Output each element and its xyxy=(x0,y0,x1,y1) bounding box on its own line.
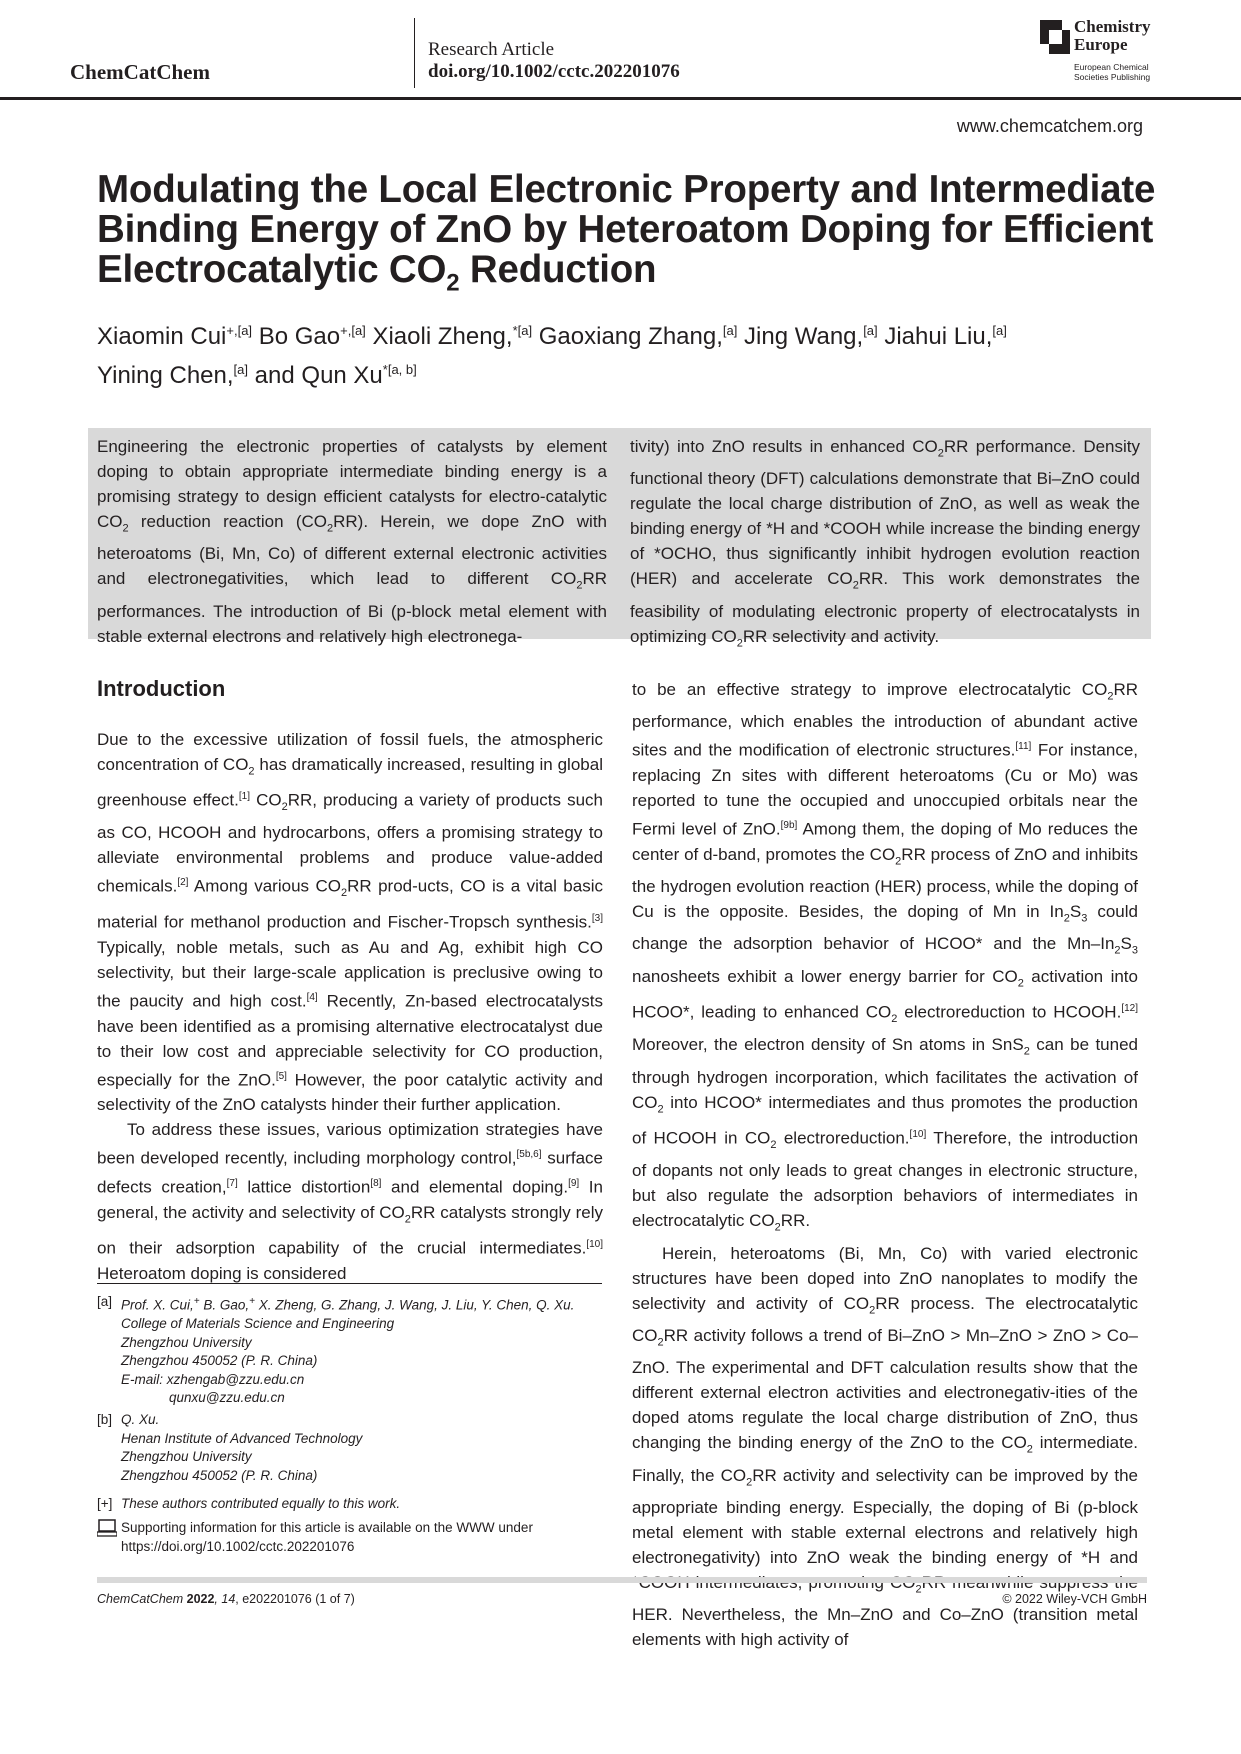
computer-icon xyxy=(97,1519,117,1543)
paragraph: to be an effective strategy to improve electrocatalytic $CO_2RR$ performance, which enables the introduction of abundant active sites and the modification of electronic structures.[11] For instance, replacing Zn sites with different heteroatoms (Cu or Mo) was reported to tune the occupied and unoccupied orbitals near the Fermi level of ZnO.[9b] Among them, the doping of Mo reduces the center of d-band, promotes the $CO_2RR$ process of ZnO and inhibits the hydrogen evolution reaction (HER) process, while the doping of Cu is the opposite. Besides, the doping of Mn in $In_2S_3$ could change the adsorption behavior of HCOO* and the $Mn-In_2S_3$ nanosheets exhibit a lower energy barrier for $CO_2$ activation into HCOO*, leading to enhanced $CO_2$ electroreduction to HCOOH.[12] Moreover, the electron density of Sn atoms in SnS$_2$ can be tuned through hydrogen incorporation, which facilitates the activation of $CO_2$ into HCOO* intermediates and thus promotes the production of HCOOH in $CO_2$ electroreduction.[10] Therefore, the introduction of dopants not only leads to great changes in electronic structure, but also regulate the adsorption behaviors of intermediates in electrocatalytic $CO_2RR$. xyxy=(632,680,1139,1234)
footnote-rule xyxy=(97,1283,602,1284)
footer-bar xyxy=(97,1577,1147,1583)
chemistry-europe-logo-icon xyxy=(1040,20,1070,54)
footer-citation: ChemCatChem 2022, 14, e202201076 (1 of 7) xyxy=(97,1592,355,1606)
journal-name: ChemCatChem xyxy=(70,60,210,84)
section-heading-introduction: Introduction xyxy=(97,676,226,701)
publisher-name-line2: Europe xyxy=(1074,35,1128,54)
article-title: Modulating the Local Electronic Property and Intermediate Binding Energy of ZnO by Heteroatom Doping for Efficient Electrocatalytic $CO_2$ Reduction xyxy=(97,168,1156,297)
article-type: Research Article xyxy=(428,39,555,60)
doi-link[interactable]: doi.org/10.1002/cctc.202201076 xyxy=(428,61,680,82)
footnote-supporting-info: Supporting information for this article is available on the WWW under https://doi.org/10.1002/cctc.202201076 xyxy=(97,1519,607,1556)
body-left-column xyxy=(97,727,603,1286)
header-divider xyxy=(414,18,415,88)
abstract-left: Engineering the electronic properties of catalysts by element doping to obtain appropriate intermediate binding energy is a promising strategy to design efficient catalysts for electro-catalytic $CO_2$ reduction reaction $(CO_2RR)$. Herein, we dope ZnO with heteroatoms (Bi, Mn, Co) of different external electronic activities and electronegativities, which lead to different $CO_2RR$ performances. The introduction of Bi (p-block metal element with stable external electrons and relatively high electronega- xyxy=(97,437,607,646)
footnote-affiliation-b: [b] Q. Xu. Henan Institute of Advanced Technology Zhengzhou University Zhengzhou 450052 (P. R. China) xyxy=(97,1412,363,1483)
footnote-affiliation-a: [a] Prof. X. Cui,+ B. Gao,+ X. Zheng, G. Zhang, J. Wang, J. Liu, Y. Chen, Q. Xu. College of Materials Science and Engineering Zhengzhou University Zhengzhou 450052 (P. R. China) E-mail: xzhengab@zzu.edu.cn qunxu@zzu.edu.cn xyxy=(97,1294,575,1405)
paragraph: To address these issues, various optimization strategies have been developed recently, including morphology control,[5b,6] surface defects creation,[7] lattice distortion[8] and elemental doping.[9] In general, the activity and selectivity of $CO_2RR$ catalysts strongly rely on their adsorption capability of the crucial intermediates.[10] Heteroatom doping is considered xyxy=(97,1120,603,1283)
header-rule xyxy=(0,97,1241,100)
publisher-sub-line2: Societies Publishing xyxy=(1074,72,1151,82)
author-list: Xiaomin Cui$^{+,[a]}$ Bo Gao$^{+,[a]}$ Xiaoli Zheng,$^{*[a]}$ Gaoxiang Zhang,[a] Jing Wang,[a] Jiahui Liu,[a] Yining Chen,[a] and Qun $Xu^{*[a, b]}$ xyxy=(97,323,1007,389)
journal-website[interactable]: www.chemcatchem.org xyxy=(956,116,1143,136)
abstract-right: tivity) into ZnO results in enhanced $CO_2RR$ performance. Density functional theory (DFT) calculations demonstrate that Bi–ZnO could regulate the local charge distribution of ZnO, as well as weak the binding energy of *H and *COOH while increase the binding energy of *OCHO, thus significantly inhibit hydrogen evolution reaction (HER) and accelerate $CO_2RR$. This work demonstrates the feasibility of modulating electronic property of electrocatalysts in optimizing $CO_2RR$ selectivity and activity. xyxy=(630,437,1141,650)
paragraph: Herein, heteroatoms (Bi, Mn, Co) with varied electronic structures have been doped into ZnO nanoplates to modify the selectivity and activity of $CO_2RR$ process. The electrocatalytic $CO_2RR$ activity follows a trend of Bi–ZnO > Mn–ZnO > ZnO > Co–ZnO. The experimental and DFT calculation results show that the different external electron activities and electronegativ-ities of the doped atoms regulate the local charge distribution of ZnO, thus changing the binding energy of the ZnO to the $CO_2$ intermediate. Finally, the $CO_2RR$ activity and selectivity can be improved by the appropriate binding energy. Especially, the doping of Bi (p-block metal element with stable external electrons and relatively high electronegativity) into ZnO weak the binding energy of *H and $_2$ HER. Nevertheless, the Mn–ZnO and Co–ZnO (transition metal elements with high activity of xyxy=(632,1243,1138,1650)
paragraph: Due to the excessive utilization of fossil fuels, the atmospheric concentration of $CO_2$ has dramatically increased, resulting in global greenhouse effect.[1] $CO_2RR$, producing a variety of products such as CO, HCOOH and hydrocarbons, offers a promising strategy to alleviate environmental problems and produce value-added chemicals.[2] Among various $CO_2RR$ prod-ucts, CO is a vital basic material for methanol production and Fischer-Tropsch synthesis.[3] Typically, noble metals, such as Au and Ag, exhibit high CO selectivity, but their large-scale application is preclusive owing to the paucity and high cost.[4] Recently, Zn-based electrocatalysts have been identified as a promising alternative electrocatalyst due to their low cost and appreciable selectivity for CO production, especially for the ZnO.[5] However, the poor catalytic activity and selectivity of the ZnO catalysts hinder their further application. xyxy=(97,730,604,1115)
body-right-column xyxy=(632,677,1138,1652)
footnote-equal-contribution: [+] These authors contributed equally to this work. xyxy=(97,1496,401,1511)
publisher-name-line1: Chemistry xyxy=(1074,17,1151,36)
supporting-info-link[interactable]: https://doi.org/10.1002/cctc.202201076 xyxy=(121,1538,355,1554)
footer-copyright: © 2022 Wiley-VCH GmbH xyxy=(1002,1592,1147,1606)
publisher-sub-line1: European Chemical xyxy=(1074,62,1149,72)
